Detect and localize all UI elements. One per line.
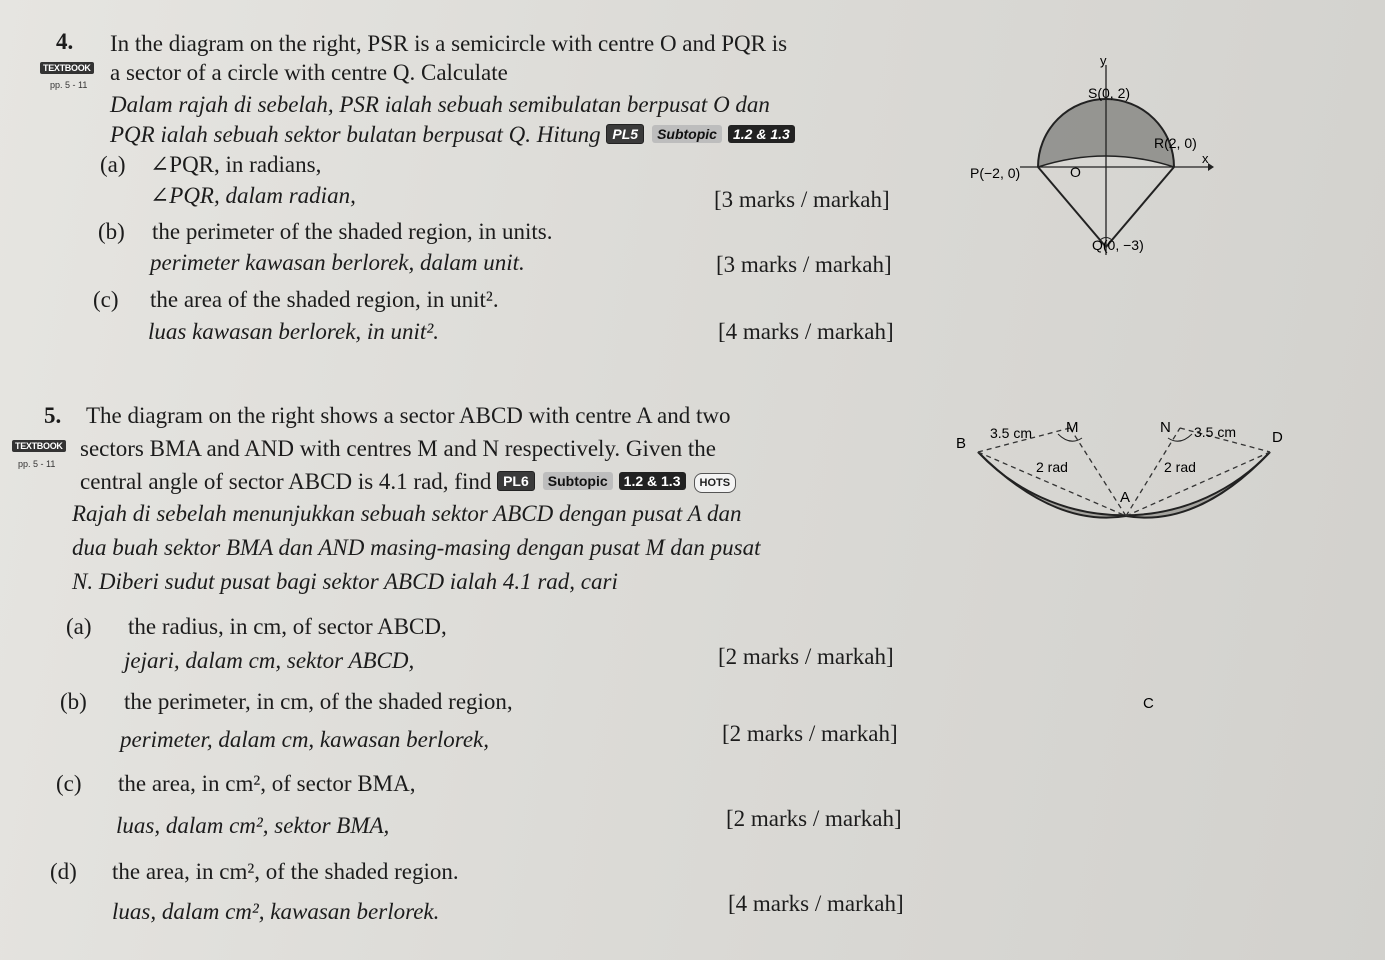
- q4-x-arrow-icon: [1208, 163, 1214, 171]
- q5-c-label: (c): [56, 771, 82, 796]
- q4-c-marks: [4 marks / markah]: [718, 319, 894, 344]
- q5-textbook-tag: TEXTBOOK: [12, 440, 66, 452]
- q4-a-en: ∠PQR, in radians,: [150, 152, 322, 177]
- q4-b-marks: [3 marks / markah]: [716, 252, 892, 277]
- q4-b-en: the perimeter of the shaded region, in units.: [152, 219, 553, 244]
- q4-textbook-pages: pp. 5 - 11: [50, 80, 88, 90]
- q5-en-line2: sectors BMA and AND with centres M and N respectively. Given the: [80, 436, 716, 461]
- q4-en-line1: In the diagram on the right, PSR is a semicircle with centre O and PQR is: [110, 31, 788, 56]
- q4-ms-line2-text: PQR ialah sebuah sektor bulatan berpusat Q. Hitung: [110, 122, 601, 147]
- q5-ms-line2: dua buah sektor BMA dan AND masing-masing dengan pusat M dan pusat: [72, 535, 761, 560]
- q5-ms-line1: Rajah di sebelah menunjukkan sebuah sektor ABCD dengan pusat A dan: [72, 501, 742, 526]
- q5-point-d: D: [1272, 429, 1283, 446]
- q4-b-label: (b): [98, 219, 125, 244]
- q5-d-en: the area, in cm², of the shaded region.: [112, 859, 459, 884]
- q5-en-line3-text: central angle of sector ABCD is 4.1 rad, find: [80, 469, 492, 494]
- q4-textbook-tag: TEXTBOOK: [40, 62, 94, 74]
- q5-d-ms: luas, dalam cm², kawasan berlorek.: [112, 899, 440, 924]
- q5-subtopic-label: Subtopic: [543, 472, 613, 490]
- q5-shaded-region: [978, 452, 1270, 518]
- q4-point-q: Q(0, −3): [1092, 237, 1144, 253]
- q5-c-en: the area, in cm², of sector BMA,: [118, 771, 416, 796]
- q4-a-ms: ∠PQR, dalam radian,: [150, 183, 356, 208]
- q5-a-ms: jejari, dalam cm, sektor ABCD,: [124, 648, 415, 673]
- q5-a-label: (a): [66, 614, 92, 639]
- q5-b-en: the perimeter, in cm, of the shaded region,: [124, 689, 513, 714]
- q5-point-m: M: [1066, 419, 1079, 436]
- q5-pl-badge: PL6: [497, 471, 535, 491]
- q4-pl-badge: PL5: [606, 124, 644, 144]
- q5-angle-left: 2 rad: [1036, 459, 1068, 475]
- q4-ms-line1: Dalam rajah di sebelah, PSR ialah sebuah semibulatan berpusat O dan: [110, 92, 770, 117]
- q5-point-c: C: [1143, 695, 1154, 712]
- q4-a-marks: [3 marks / markah]: [714, 187, 890, 212]
- q4-subtopic-label: Subtopic: [652, 125, 722, 143]
- q5-textbook-pages: pp. 5 - 11: [18, 459, 56, 469]
- q4-ms-line2: [110, 121, 795, 149]
- q4-number: 4.: [56, 29, 74, 54]
- q5-b-label: (b): [60, 689, 87, 714]
- q4-point-r: R(2, 0): [1154, 135, 1197, 151]
- q4-point-s: S(0, 2): [1088, 85, 1131, 101]
- q5-b-ms: perimeter, dalam cm, kawasan berlorek,: [120, 727, 489, 752]
- q5-point-a: A: [1120, 489, 1131, 506]
- q5-c-ms: luas, dalam cm², sektor BMA,: [116, 813, 390, 838]
- q5-point-b: B: [956, 435, 967, 452]
- q5-angle-marker-n: [1168, 434, 1192, 441]
- q5-d-label: (d): [50, 859, 77, 884]
- q4-c-label: (c): [93, 287, 119, 312]
- q4-subtopic-value: 1.2 & 1.3: [728, 125, 795, 143]
- q5-angle-right: 2 rad: [1164, 459, 1196, 475]
- q5-length-left: 3.5 cm: [990, 425, 1033, 441]
- q5-line-ma: [1070, 428, 1126, 516]
- q4-x-axis-label: x: [1202, 151, 1209, 166]
- q4-line-rq: [1106, 167, 1174, 247]
- q5-b-marks: [2 marks / markah]: [722, 721, 898, 746]
- q4-b-ms: perimeter kawasan berlorek, dalam unit.: [150, 250, 525, 275]
- q5-arc-ad: [1126, 452, 1270, 518]
- q4-c-ms: luas kawasan berlorek, in unit².: [148, 319, 439, 344]
- q5-c-marks: [2 marks / markah]: [726, 806, 902, 831]
- q5-subtopic-value: 1.2 & 1.3: [619, 472, 686, 490]
- q5-length-right: 3.5 cm: [1194, 424, 1237, 440]
- q5-hots-badge: HOTS: [694, 473, 737, 493]
- q5-ms-line3: N. Diberi sudut pusat bagi sektor ABCD ialah 4.1 rad, cari: [72, 569, 618, 594]
- q5-point-n: N: [1160, 419, 1171, 436]
- q4-diagram: [960, 45, 1230, 275]
- q4-point-p: P(−2, 0): [970, 165, 1021, 181]
- q4-a-label: (a): [100, 152, 126, 177]
- q5-en-line3: [80, 468, 736, 496]
- q4-y-axis-label: y: [1100, 53, 1107, 68]
- q5-a-marks: [2 marks / markah]: [718, 644, 894, 669]
- q5-diagram: [950, 410, 1300, 715]
- q5-a-en: the radius, in cm, of sector ABCD,: [128, 614, 447, 639]
- q4-point-o: O: [1070, 164, 1081, 180]
- q5-en-line1: The diagram on the right shows a sector ABCD with centre A and two: [86, 403, 731, 428]
- q5-d-marks: [4 marks / markah]: [728, 891, 904, 916]
- q4-c-en: the area of the shaded region, in unit².: [150, 287, 499, 312]
- q4-en-line2: a sector of a circle with centre Q. Calculate: [110, 60, 508, 85]
- q5-number: 5.: [44, 403, 62, 428]
